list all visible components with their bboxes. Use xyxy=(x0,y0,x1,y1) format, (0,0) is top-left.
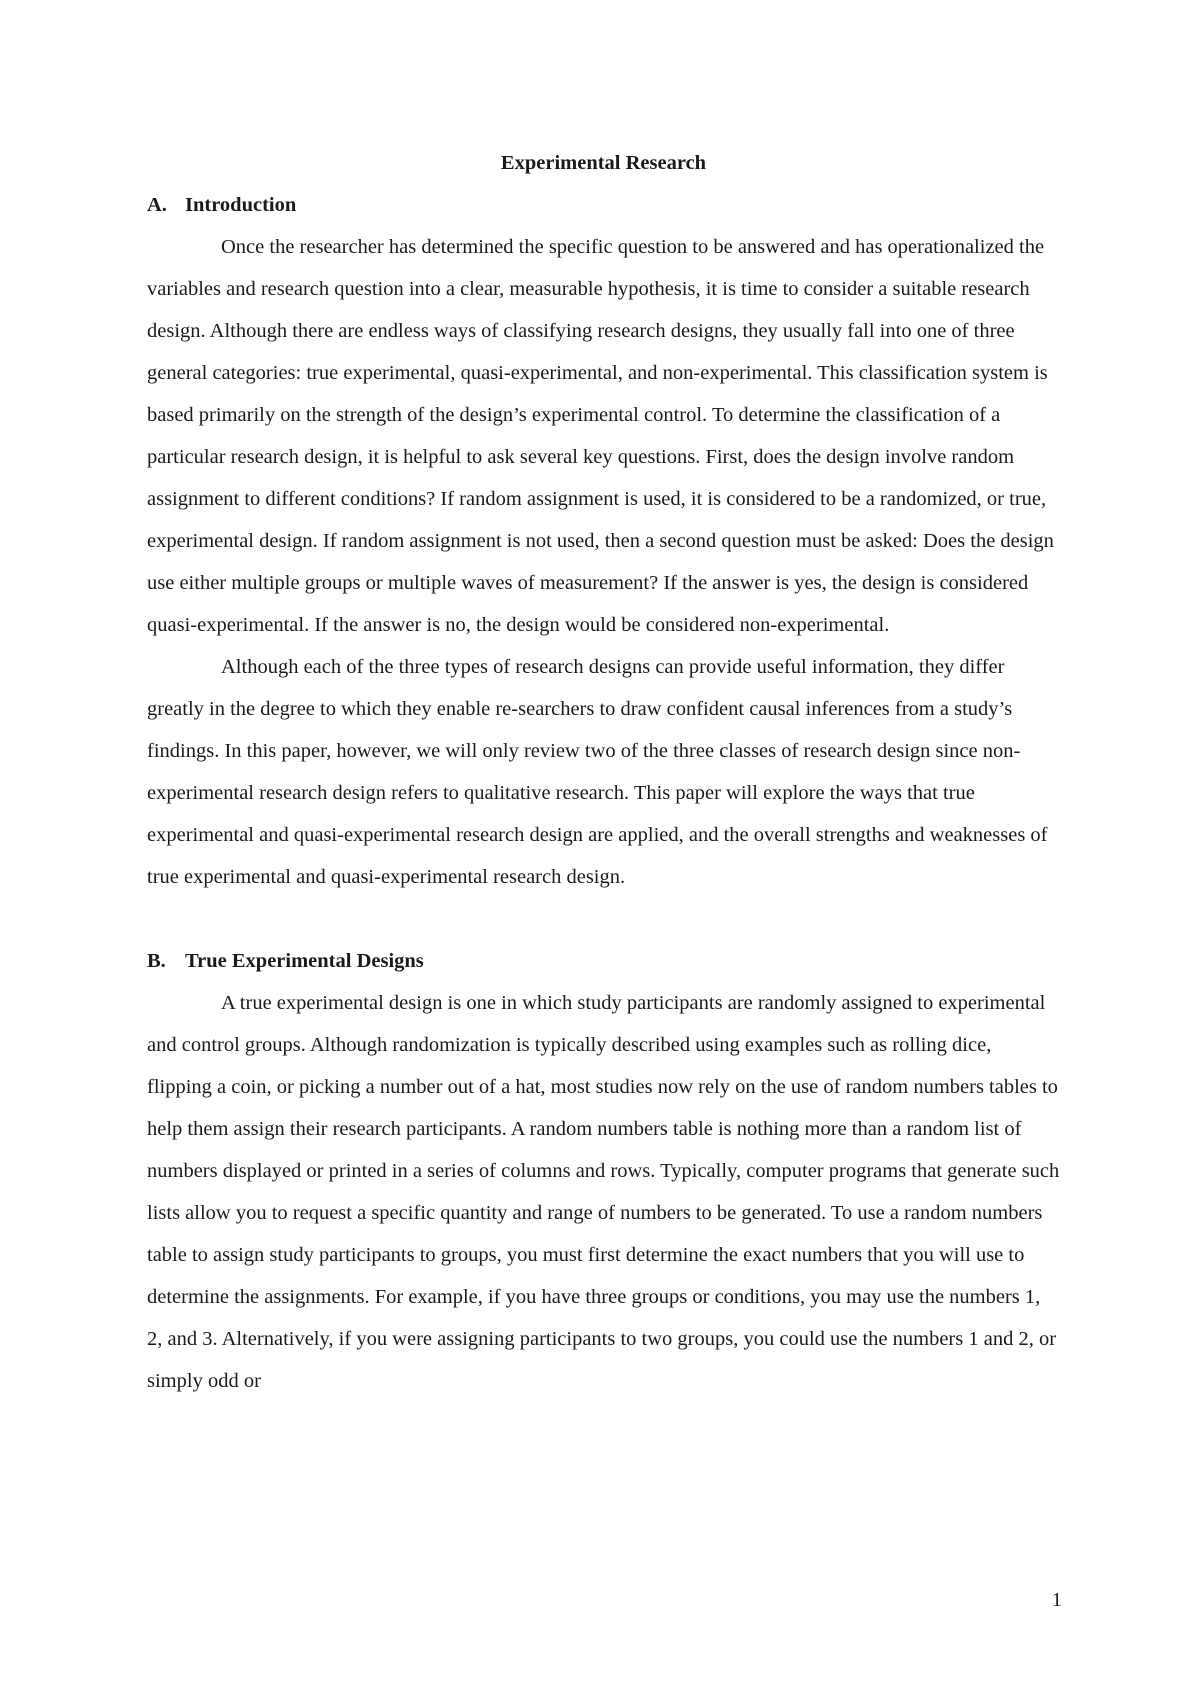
section-letter: B. xyxy=(147,950,166,972)
document-title: Experimental Research xyxy=(500,152,707,174)
page-number: 1 xyxy=(1051,1589,1062,1611)
section-heading-true-experimental-designs xyxy=(147,940,1060,982)
body-paragraph: A true experimental design is one in which study participants are randomly assigned to experimental and control groups. Although randomization is typically described using examples such as rolling dice, flipping a coin, or picking a number out of a hat, most studies now rely on the use of random numbers tables to help them assign their research participants. A random numbers table is nothing more than a random list of numbers displayed or printed in a series of columns and rows. Typically, computer programs that generate such lists allow you to request a specific quantity and range of numbers to be generated. To use a random numbers table to assign study participants to groups, you must first determine the exact numbers that you will use to determine the assignments. For example, if you have three groups or conditions, you may use the numbers 1, 2, and 3. Alternatively, if you were assigning participants to two groups, you could use the numbers 1 and 2, or simply odd or xyxy=(147,992,1060,1392)
section-heading-introduction xyxy=(147,184,1060,226)
page-body xyxy=(147,142,1060,1402)
body-paragraph: Although each of the three types of research designs can provide useful information, they differ greatly in the degree to which they enable re-searchers to draw confident causal inferences from a study’s findings. In this paper, however, we will only review two of the three classes of research design since non-experimental research design refers to qualitative research. This paper will explore the ways that true experimental and quasi-experimental research design are applied, and the overall strengths and weaknesses of true experimental and quasi-experimental research design. xyxy=(147,656,1048,888)
section-introduction xyxy=(147,184,1060,898)
section-title: True Experimental Designs xyxy=(185,950,424,972)
section-title: Introduction xyxy=(185,194,297,216)
section-true-experimental-designs xyxy=(147,940,1060,1402)
body-paragraph: Once the researcher has determined the specific question to be answered and has operationalized the variables and research question into a clear, measurable hypothesis, it is time to consider a suitable research design. Although there are endless ways of classifying research designs, they usually fall into one of three general categories: true experimental, quasi-experimental, and non-experimental. This classification system is based primarily on the strength of the design’s experimental control. To determine the classification of a particular research design, it is helpful to ask several key questions. First, does the design involve random assignment to different conditions? If random assignment is used, it is considered to be a randomized, or true, experimental design. If random assignment is not used, then a second question must be asked: Does the design use either multiple groups or multiple waves of measurement? If the answer is yes, the design is considered quasi-experimental. If the answer is no, the design would be considered non-experimental. xyxy=(147,236,1054,636)
section-letter: A. xyxy=(147,194,167,216)
